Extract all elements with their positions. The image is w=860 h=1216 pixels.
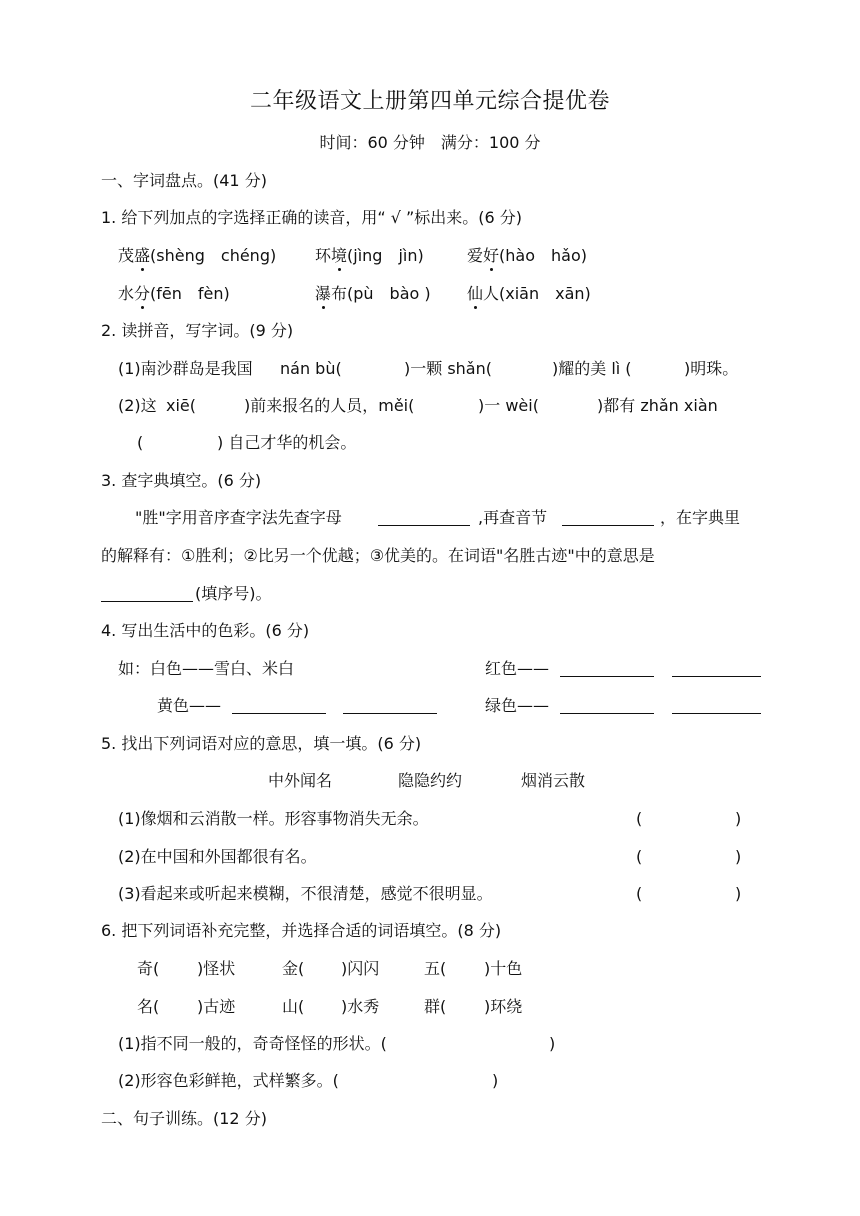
q6-item-2: (2)形容色彩鲜艳，式样繁多。( — [118, 1071, 339, 1090]
q1-dotted-char: 瀑 — [315, 284, 332, 303]
q3-line1-a: "胜"字用音序查字法先查字母 — [135, 508, 342, 527]
q4-red-label: 红色—— — [485, 659, 550, 678]
q5-paren-open-3: ( — [636, 884, 643, 903]
q5-paren-open-1: ( — [636, 809, 643, 828]
page-title: 二年级语文上册第四单元综合提优卷 — [249, 89, 610, 114]
q6-item-1: (1)指不同一般的，奇奇怪怪的形状。( — [118, 1034, 387, 1053]
q1-item-pre: 水 — [118, 284, 135, 303]
q4-red-blank-2[interactable] — [672, 676, 761, 677]
q1-dotted-char: 分 — [134, 284, 151, 303]
q6-word-5-a: 山( — [282, 997, 305, 1016]
q6-word-5-b: )水秀 — [341, 997, 380, 1016]
q1-item-1 — [118, 246, 276, 266]
q2-prompt: 2. 读拼音，写字词。(9 分) — [101, 321, 294, 340]
q4-prompt: 4. 写出生活中的色彩。(6 分) — [101, 621, 310, 640]
q1-item-pinyin: (fēn fèn) — [150, 284, 230, 303]
q6-word-1-a: 奇( — [137, 959, 160, 978]
q1-dotted-char: 境 — [331, 246, 348, 265]
q5-word-2: 隐隐约约 — [398, 771, 463, 790]
q1-item-pre: 环 — [315, 246, 332, 265]
q1-item-pinyin: 人(xiān xān) — [483, 284, 591, 303]
q2-line1-e: )明珠。 — [684, 359, 739, 378]
q4-yellow-blank-2[interactable] — [343, 713, 437, 714]
q6-word-4-a: 名( — [137, 997, 160, 1016]
q4-green-blank-1[interactable] — [560, 713, 654, 714]
q5-item-3: (3)看起来或听起来模糊，不很清楚，感觉不很明显。 — [118, 884, 493, 903]
page-subtitle: 时间：60 分钟 满分：100 分 — [319, 133, 541, 152]
q1-item-pre: 茂 — [118, 246, 135, 265]
q6-word-3-b: )十色 — [484, 959, 523, 978]
q4-green-blank-2[interactable] — [672, 713, 761, 714]
q1-item-pre: 爱 — [467, 246, 484, 265]
q2-line3-b: ) 自己才华的机会。 — [217, 433, 357, 452]
q5-word-1: 中外闻名 — [268, 771, 333, 790]
q5-word-3: 烟消云散 — [521, 771, 586, 790]
q6-word-3-a: 五( — [424, 959, 447, 978]
q6-word-4-b: )古迹 — [197, 997, 236, 1016]
q5-paren-close-1: ) — [735, 809, 742, 828]
q6-word-2-a: 金( — [282, 959, 305, 978]
q2-line2-d: )一 wèi( — [478, 396, 539, 415]
q1-item-3 — [467, 246, 587, 266]
q5-paren-close-3: ) — [735, 884, 742, 903]
section-heading-2: 二、句子训练。(12 分) — [101, 1109, 267, 1128]
q3-blank-letter[interactable] — [378, 525, 470, 526]
q2-line1-d: )耀的美 lì ( — [552, 359, 632, 378]
q1-item-pinyin: (hào hǎo) — [499, 246, 587, 265]
q5-paren-open-2: ( — [636, 847, 643, 866]
q2-line1-a: (1)南沙群岛是我国 — [118, 359, 253, 378]
q1-dotted-char: 仙 — [467, 284, 484, 303]
q6-word-2-b: )闪闪 — [341, 959, 380, 978]
q1-item-2 — [315, 246, 424, 266]
q4-green-label: 绿色—— — [485, 696, 550, 715]
q3-line1-c: ，在字典里 — [660, 508, 741, 527]
q2-line2-b: xiē( — [166, 396, 196, 415]
q2-line2-a: (2)这 — [118, 396, 157, 415]
q5-paren-close-2: ) — [735, 847, 742, 866]
q2-line2-c: )前来报名的人员，měi( — [244, 396, 415, 415]
q1-item-pinyin: (shèng chéng) — [150, 246, 277, 265]
q1-dotted-char: 好 — [483, 246, 500, 265]
q3-blank-syllable[interactable] — [562, 525, 654, 526]
q2-line3-a: ( — [137, 433, 144, 452]
q6-word-6-a: 群( — [424, 997, 447, 1016]
q1-dotted-char: 盛 — [134, 246, 151, 265]
q4-example: 如：白色——雪白、米白 — [118, 659, 295, 678]
q3-blank-meaning[interactable] — [101, 601, 193, 602]
q1-item-pinyin: (jìng jìn) — [347, 246, 424, 265]
q6-word-1-b: )怪状 — [197, 959, 236, 978]
q5-prompt: 5. 找出下列词语对应的意思，填一填。(6 分) — [101, 734, 422, 753]
q3-line3: (填序号)。 — [195, 584, 272, 603]
q1-item-6 — [467, 284, 591, 304]
q1-item-pinyin: 布(pù bào ) — [331, 284, 431, 303]
q3-prompt: 3. 查字典填空。(6 分) — [101, 471, 262, 490]
q6-paren-close-1: ) — [549, 1034, 556, 1053]
q6-prompt: 6. 把下列词语补充完整，并选择合适的词语填空。(8 分) — [101, 921, 502, 940]
q4-yellow-label: 黄色—— — [157, 696, 222, 715]
q1-item-5 — [315, 284, 431, 304]
q1-item-4 — [118, 284, 230, 304]
q2-line2-e: )都有 zhǎn xiàn — [597, 396, 718, 415]
q6-word-6-b: )环绕 — [484, 997, 523, 1016]
q5-item-2: (2)在中国和外国都很有名。 — [118, 847, 317, 866]
q4-yellow-blank-1[interactable] — [232, 713, 326, 714]
q4-red-blank-1[interactable] — [560, 676, 654, 677]
q3-line1-b: ,再查音节 — [478, 508, 548, 527]
q5-item-1: (1)像烟和云消散一样。形容事物消失无余。 — [118, 809, 429, 828]
q3-line2: 的解释有：①胜利；②比另一个优越；③优美的。在词语"名胜古迹"中的意思是 — [101, 546, 655, 565]
q2-line1-b: nán bù( — [280, 359, 342, 378]
q2-line1-c: )一颗 shǎn( — [404, 359, 492, 378]
q1-prompt: 1. 给下列加点的字选择正确的读音，用“ √ ”标出来。(6 分) — [101, 208, 523, 227]
q6-paren-close-2: ) — [492, 1071, 499, 1090]
section-heading-1: 一、字词盘点。(41 分) — [101, 171, 267, 190]
